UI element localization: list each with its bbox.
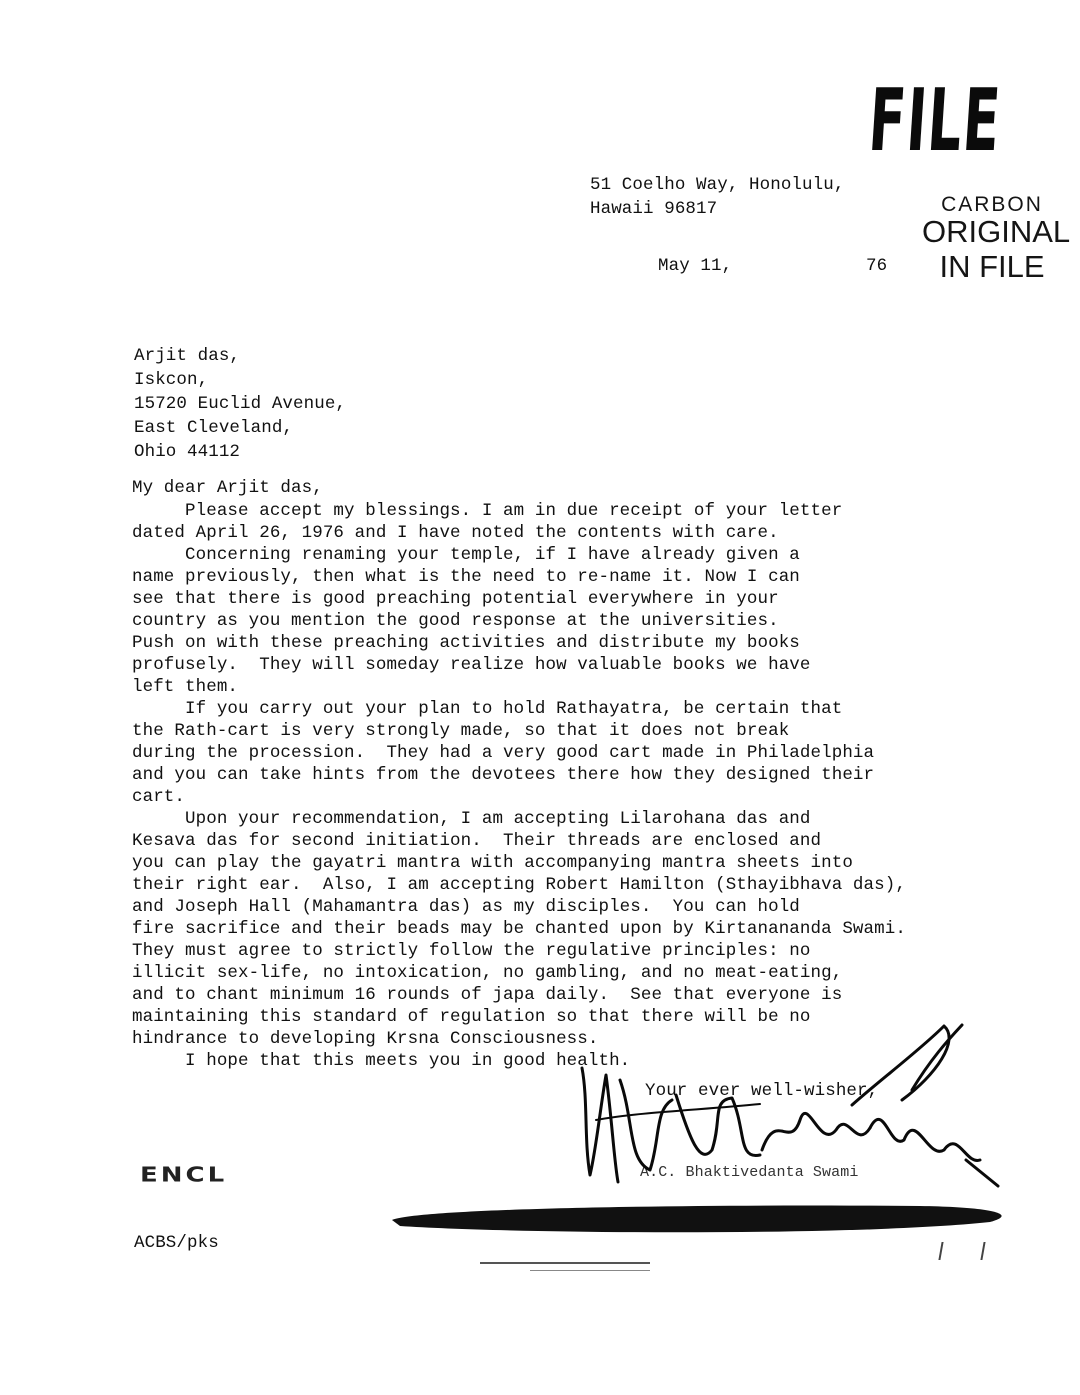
recipient-city: East Cleveland,	[134, 418, 294, 438]
carbon-stamp-line3: IN FILE	[939, 249, 1045, 284]
signatory-typed-name: A.C. Bhaktivedanta Swami	[640, 1164, 859, 1181]
body-line: If you carry out your plan to hold Rathayatra, be certain that	[132, 699, 843, 719]
body-line: I hope that this meets you in good health.	[132, 1051, 631, 1071]
body-line: profusely. They will someday realize how valuable books we have	[132, 655, 811, 675]
enclosure-notation: ENCL	[140, 1163, 228, 1187]
scan-mark	[480, 1262, 650, 1264]
recipient-street: 15720 Euclid Avenue,	[134, 394, 347, 414]
recipient-org: Iskcon,	[134, 370, 209, 390]
body-line: maintaining this standard of regulation so that there will be no	[132, 1007, 811, 1027]
sender-address-line2: Hawaii 96817	[590, 199, 718, 219]
recipient-state-zip: Ohio 44112	[134, 442, 241, 462]
recipient-name: Arjit das,	[134, 346, 241, 366]
body-line: and you can take hints from the devotees there how they designed their	[132, 765, 875, 785]
body-line: Upon your recommendation, I am accepting Lilarohana das and	[132, 809, 811, 829]
body-line: They must agree to strictly follow the regulative principles: no	[132, 941, 811, 961]
body-line: country as you mention the good response at the universities.	[132, 611, 779, 631]
closing: Your ever well-wisher,	[645, 1081, 879, 1101]
body-line: Please accept my blessings. I am in due receipt of your letter	[132, 501, 843, 521]
body-line: the Rath-cart is very strongly made, so that it does not break	[132, 721, 790, 741]
body-line: dated April 26, 1976 and I have noted the contents with care.	[132, 523, 779, 543]
body-line: Concerning renaming your temple, if I have already given a	[132, 545, 800, 565]
body-line: their right ear. Also, I am accepting Robert Hamilton (Sthayibhava das),	[132, 875, 906, 895]
body-line: during the procession. They had a very good cart made in Philadelphia	[132, 743, 875, 763]
carbon-stamp-line1: CARBON	[941, 193, 1043, 216]
carbon-stamp-line2: ORIGINAL	[922, 214, 1071, 249]
sender-address-line1: 51 Coelho Way, Honolulu,	[590, 175, 845, 195]
body-line: name previously, then what is the need to re-name it. Now I can	[132, 567, 800, 587]
body-line: Kesava das for second initiation. Their threads are enclosed and	[132, 831, 822, 851]
body-line: and to chant minimum 16 rounds of japa daily. See that everyone is	[132, 985, 843, 1005]
file-stamp: FILE	[865, 71, 1005, 171]
reference-initials: ACBS/pks	[134, 1233, 219, 1253]
body-line: you can play the gayatri mantra with accompanying mantra sheets into	[132, 853, 853, 873]
body-line: cart.	[132, 787, 186, 807]
body-line: hindrance to developing Krsna Consciousness.	[132, 1029, 599, 1049]
date-year: 76	[866, 256, 888, 276]
scan-mark	[530, 1270, 650, 1271]
body-line: and Joseph Hall (Mahamantra das) as my disciples. You can hold	[132, 897, 800, 917]
body-line: illicit sex-life, no intoxication, no gambling, and no meat-eating,	[132, 963, 843, 983]
body-line: fire sacrifice and their beads may be chanted upon by Kirtanananda Swami.	[132, 919, 906, 939]
body-line: left them.	[132, 677, 239, 697]
scan-mark	[938, 1242, 985, 1260]
body-line: Push on with these preaching activities and distribute my books	[132, 633, 800, 653]
body-line: see that there is good preaching potential everywhere in your	[132, 589, 779, 609]
date-month-day: May 11,	[658, 256, 733, 276]
salutation: My dear Arjit das,	[132, 478, 323, 498]
